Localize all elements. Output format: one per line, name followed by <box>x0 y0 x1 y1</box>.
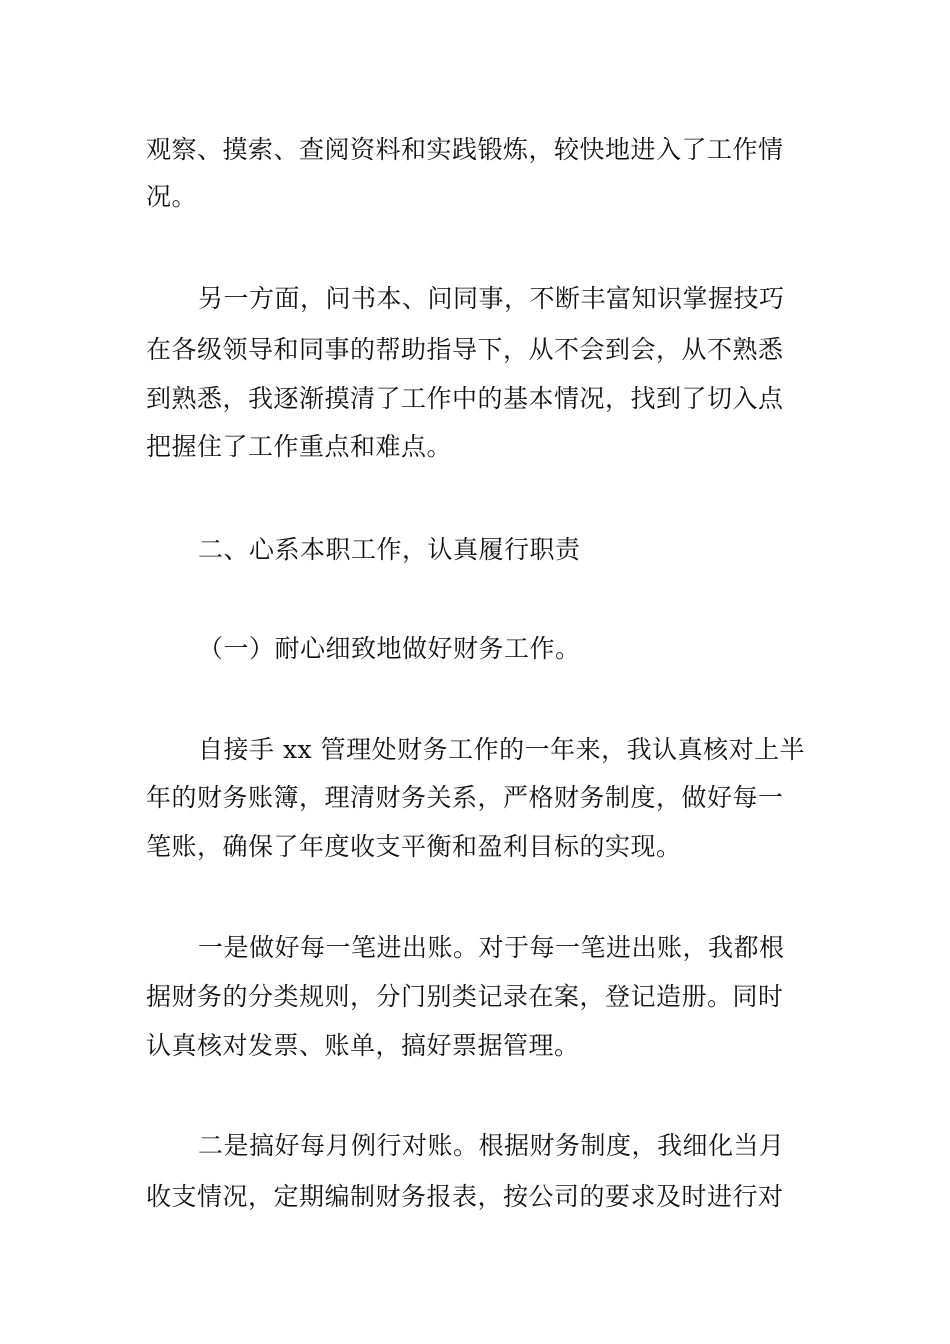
paragraph-2-line-2: 在各级领导和同事的帮助指导下，从不会到会，从不熟悉 <box>146 335 784 364</box>
paragraph-2-line-4: 把握住了工作重点和难点。 <box>146 432 453 461</box>
paragraph-3-line-1: 自接手 xx 管理处财务工作的一年来，我认真核对上半 <box>198 735 806 764</box>
section-heading: 二、心系本职工作，认真履行职责 <box>198 535 581 564</box>
paragraph-5-line-2: 收支情况，定期编制财务报表，按公司的要求及时进行对 <box>146 1182 784 1211</box>
paragraph-5-line-1: 二是搞好每月例行对账。根据财务制度，我细化当月 <box>198 1131 785 1160</box>
paragraph-1-line-2: 况。 <box>146 182 198 211</box>
subsection-heading: （一）耐心细致地做好财务工作。 <box>198 634 581 663</box>
paragraph-1-line-1: 观察、摸索、查阅资料和实践锻炼，较快地进入了工作情 <box>146 135 784 164</box>
paragraph-2-line-3: 到熟悉，我逐渐摸清了工作中的基本情况，找到了切入点 <box>146 384 784 413</box>
paragraph-3-line-2: 年的财务账簿，理清财务关系，严格财务制度，做好每一 <box>146 783 784 812</box>
paragraph-4-line-2: 据财务的分类规则，分门别类记录在案，登记造册。同时 <box>146 982 784 1011</box>
paragraph-4-line-1: 一是做好每一笔进出账。对于每一笔进出账，我都根 <box>198 933 785 962</box>
paragraph-4-line-3: 认真核对发票、账单，搞好票据管理。 <box>146 1031 580 1060</box>
paragraph-3-line-3: 笔账，确保了年度收支平衡和盈利目标的实现。 <box>146 832 682 861</box>
paragraph-2-line-1: 另一方面，问书本、问同事，不断丰富知识掌握技巧 <box>198 284 785 313</box>
